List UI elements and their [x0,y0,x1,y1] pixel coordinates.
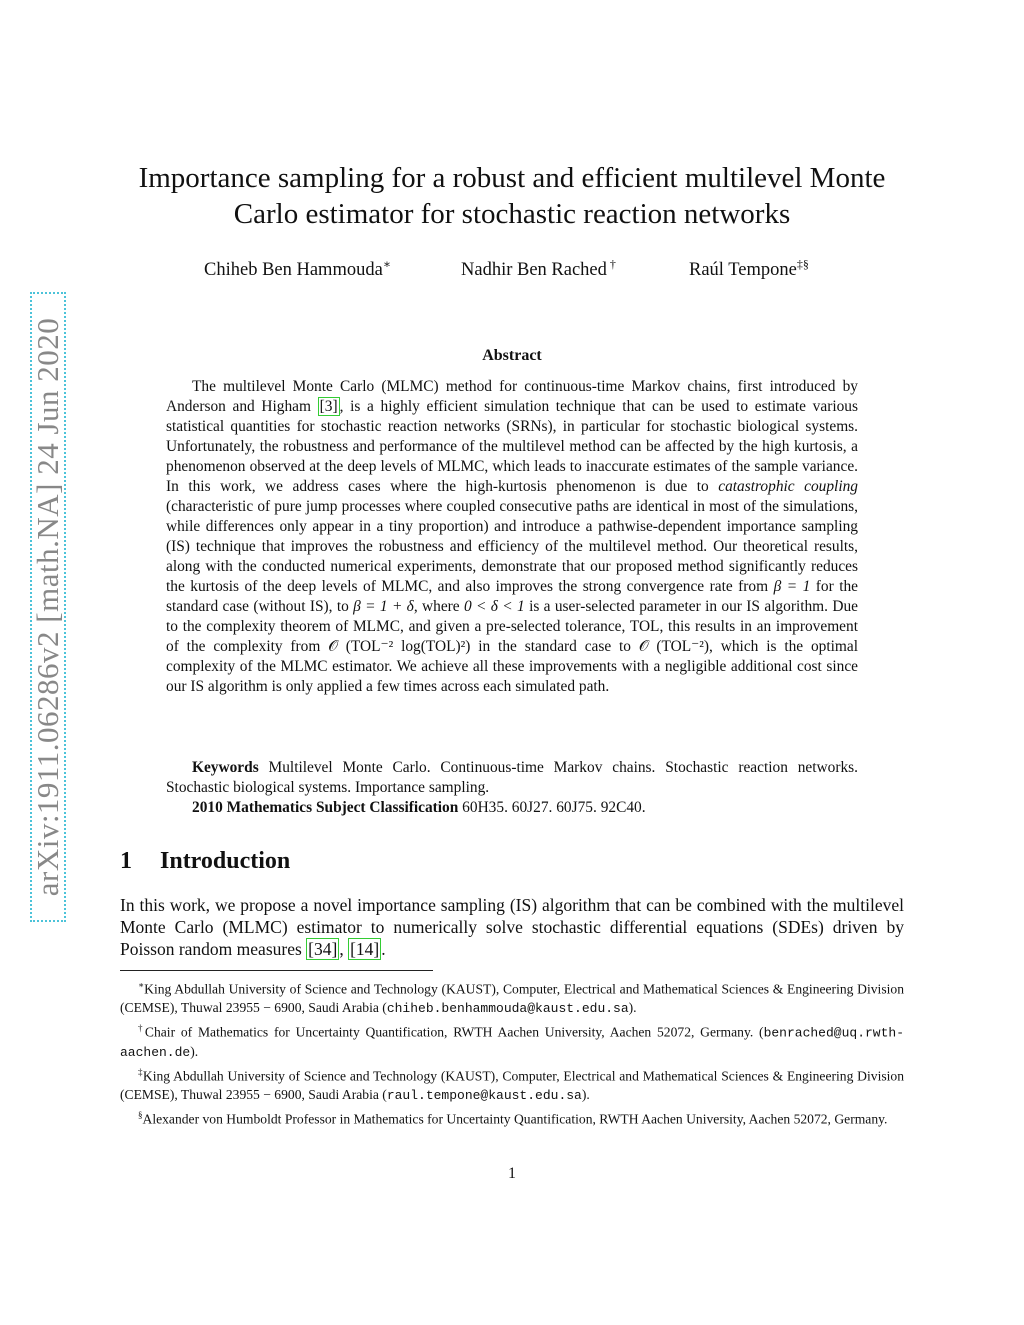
math-inline: 𝒪 (TOL⁻² log(TOL)²) [328,638,471,655]
author-2-mark[interactable]: † [606,257,616,271]
author-1-mark[interactable]: ∗ [382,257,391,271]
abstract-heading: Abstract [482,347,542,364]
author-3-mark[interactable]: ‡§ [796,257,809,271]
footnote: †Chair of Mathematics for Uncertainty Quantification, RWTH Aachen University, Aachen 52072, Germany. (benrached@uq.rwth-aachen.de). [120,1022,905,1061]
keywords-block [166,758,858,818]
abstract-paragraph: The multilevel Monte Carlo (MLMC) method for continuous-time Markov chains, first introduced by Anderson and Higham [3] , is a highly efficient simulation technique that can be used to estimate various statistical quantities for stochastic reaction networks (SRNs), in particular for stochastic biological systems. Unfortunately, the robustness and performance of the multilevel method can be affected by the high kurtosis, a phenomenon observed at the deep levels of MLMC, which leads to inaccurate estimates of the sample variance. In this work, we address cases where the high-kurtosis phenomenon is due to catastrophic coupling (characteristic of pure jump processes where coupled consecutive paths are identical in most of the simulations, while differences only appear in a tiny proportion) and introduce a pathwise-dependent importance sampling (IS) technique that improves the robustness and efficiency of the multilevel method. Our theoretical results, along with the conducted numerical experiments, demonstrate that our proposed method significantly reduces the kurtosis of the deep levels of MLMC, and also improves the strong convergence rate from β = 1 for the standard case (without IS), to β = 1 + δ, where 0 < δ < 1 is a user-selected parameter in our IS algorithm. Due to the complexity theorem of MLMC, and given a pre-selected tolerance, TOL, this results in an improvement of the complexity from 𝒪 (TOL⁻² log(TOL)²) in the standard case to 𝒪 (TOL⁻²), which is the optimal complexity of the MLMC estimator. We achieve all these improvements with a negligible additional cost since our IS algorithm is only applied a few times across each simulated path. [166,378,858,695]
emphasis-text: catastrophic coupling [718,478,858,495]
math-inline: 𝒪 (TOL⁻²) [638,638,710,655]
author-1: Chiheb Ben Hammouda∗ [204,257,391,281]
keywords-label: Keywords [192,759,259,776]
math-inline: β = 1 [773,578,811,595]
author-2: Nadhir Ben Rached † [461,257,616,281]
math-inline: β = 1 + δ [353,598,414,615]
footnotes [120,976,904,1129]
page-number: 1 [508,1165,516,1182]
keywords-line: Keywords Multilevel Monte Carlo. Continuous-time Markov chains. Stochastic reaction networks. Stochastic biological systems. Importance sampling. [166,759,858,796]
footnote-rule [120,970,433,971]
footnote: ‡King Abdullah University of Science and Technology (KAUST), Computer, Electrical and Mathematical Sciences & Engineering Division (CEMSE), Thuwal 23955 − 6900, Saudi Arabia (raul.tempone@kaust.edu.sa). [120,1066,905,1104]
math-inline: 0 < δ < 1 [464,598,525,615]
footnote: ∗King Abdullah University of Science and Technology (KAUST), Computer, Electrical and Mathematical Sciences & Engineering Division (CEMSE), Thuwal 23955 − 6900, Saudi Arabia (chiheb.benhammouda@kaust.edu.sa). [120,980,904,1017]
citation-link[interactable]: [3] [319,398,338,415]
email-link[interactable]: chiheb.benhammouda@kaust.edu.sa [386,1001,629,1017]
arxiv-stamp-text: arXiv:1911.06286v2 [math.NA] 24 Jun 2020 [30,317,65,897]
email-link[interactable]: benrached@uq.rwth-aachen.de [120,1025,905,1061]
msc-line: 2010 Mathematics Subject Classification 60H35. 60J27. 60J75. 92C40. [192,799,646,816]
footnote: §Alexander von Humboldt Professor in Mathematics for Uncertainty Quantification, RWTH Aachen University, Aachen 52072, Germany. [138,1109,888,1127]
title-line-1: Importance sampling for a robust and efficient multilevel Monte [138,162,886,194]
citation-link[interactable]: [34] [308,939,338,959]
intro-paragraph: In this work, we propose a novel importance sampling (IS) algorithm that can be combined with the multilevel Monte Carlo (MLMC) estimator to numerically solve stochastic differential equations (SDEs) driven by Poisson random measures [34] , [14] . [120,895,904,959]
section-number: 1 [120,848,132,874]
title-line-2: Carlo estimator for stochastic reaction networks [233,198,791,230]
author-3: Raúl Tempone‡§ [689,257,809,281]
paper-title [120,160,904,232]
msc-label: 2010 Mathematics Subject Classification [192,799,459,816]
section-heading [120,848,290,875]
section-title: Introduction [160,848,291,874]
arxiv-stamp[interactable] [30,292,66,922]
citation-link[interactable]: [14] [350,939,380,959]
abstract-body [166,377,858,697]
author-list [120,257,904,287]
email-link[interactable]: raul.tempone@kaust.edu.sa [386,1088,582,1104]
